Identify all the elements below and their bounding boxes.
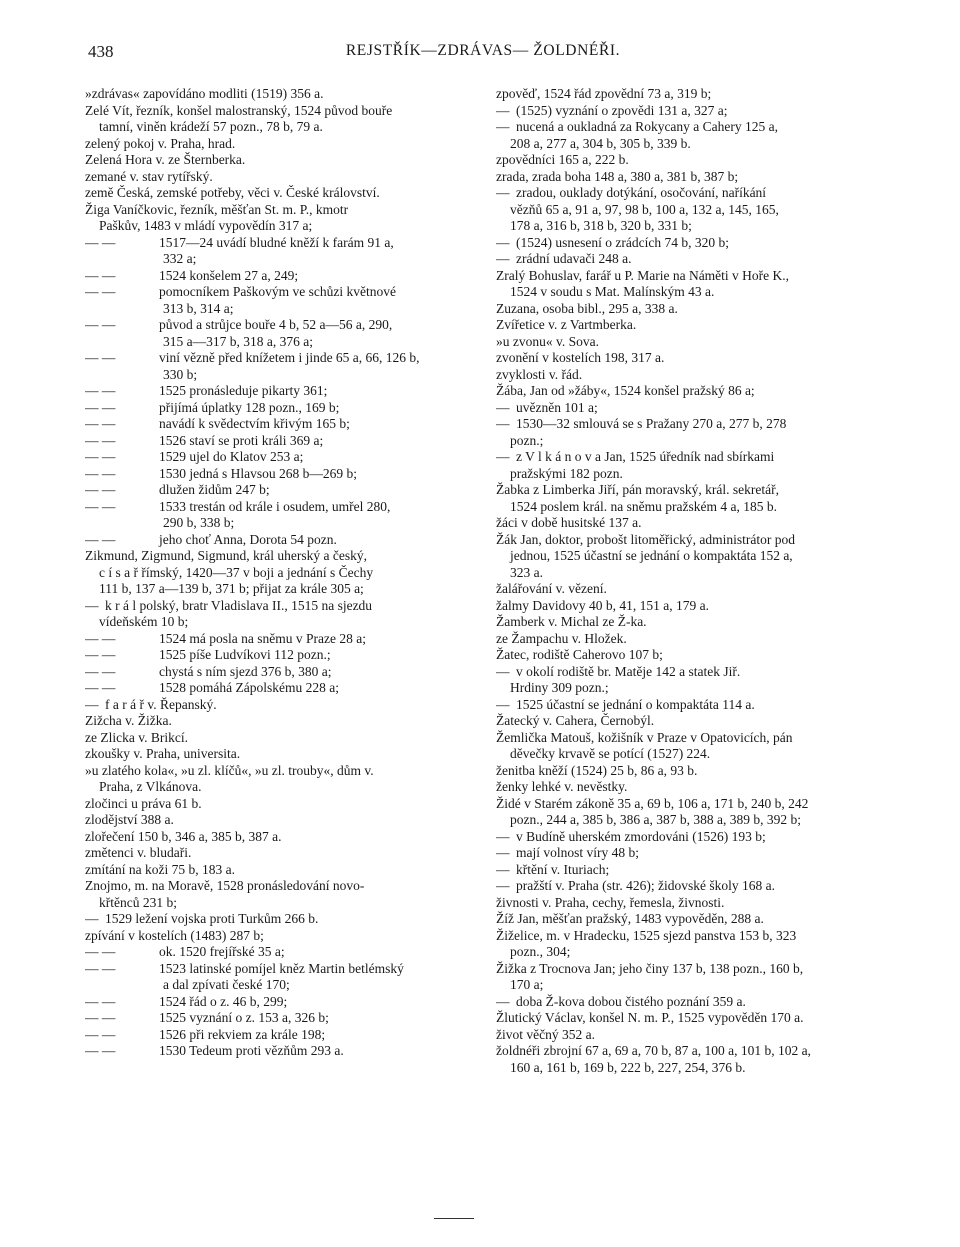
index-entry — [85, 103, 480, 120]
index-entry-text: žoldnéři zbrojní 67 a, 69 a, 70 b, 87 a, 100 a, 101 b, 102 a, — [496, 1043, 811, 1058]
index-entry-text: jednou, 1525 účastní se jednání o kompaktáta 152 a, — [510, 548, 793, 563]
index-entry — [85, 202, 480, 219]
index-entry-text: vídeňském 10 b; — [99, 614, 189, 629]
index-entry — [85, 812, 480, 829]
index-entry-text: doba Ž-kova dobou čistého poznání 359 a. — [516, 993, 746, 1009]
index-entry — [496, 1060, 894, 1077]
index-entry — [85, 317, 480, 334]
dash-leader: — — — [85, 482, 116, 497]
index-entry — [496, 86, 894, 103]
index-entry — [85, 878, 480, 895]
index-entry — [496, 433, 894, 450]
index-entry — [85, 796, 480, 813]
index-entry — [496, 136, 894, 153]
dash-leader: — — [496, 234, 510, 250]
index-entry-text: zpověď, 1524 řád zpovědní 73 a, 319 b; — [496, 86, 712, 101]
dash-leader: — — — [85, 630, 116, 646]
index-entry — [496, 779, 894, 796]
index-entry — [496, 944, 894, 961]
index-entry — [496, 763, 894, 780]
index-entry — [496, 532, 894, 549]
index-entry — [496, 301, 894, 318]
index-entry-text: v okolí rodiště br. Matěje 142 a statek Jiř. — [516, 663, 741, 679]
index-entry-text: viní vězně před knížetem i jinde 65 a, 66, 126 b, — [159, 350, 420, 365]
index-entry — [496, 862, 894, 879]
index-entry — [496, 334, 894, 351]
index-entry-text: 1530—32 smlouvá se s Pražany 270 a, 277 b, 278 — [516, 416, 787, 431]
index-entry-text: 1524 má posla na sněmu v Praze 28 a; — [159, 630, 366, 646]
index-entry-text: ze Zlicka v. Brikcí. — [85, 729, 188, 745]
dash-leader: — — — [85, 234, 116, 250]
index-entry — [85, 779, 480, 796]
dash-leader: — — [496, 102, 510, 118]
dash-leader: — — — [85, 1043, 116, 1058]
index-entry-text: »zdrávas« zapovídáno modliti (1519) 356 a. — [85, 86, 324, 101]
index-entry — [496, 1027, 894, 1044]
index-entry-text: 1526 staví se proti králi 369 a; — [159, 432, 324, 448]
index-entry-text: 1524 řád o z. 46 b, 299; — [159, 993, 288, 1009]
dash-leader: — — [496, 185, 510, 200]
index-entry-text: Zvířetice v. z Vartmberka. — [496, 317, 637, 332]
index-entry-text: zrada, zrada boha 148 a, 380 a, 381 b, 387 b; — [496, 168, 739, 184]
index-entry-text: pražští v. Praha (str. 426); židovské školy 168 a. — [516, 878, 775, 893]
dash-leader: — — — [85, 350, 116, 365]
index-entry-text: 1523 latinské pomíjel kněz Martin betlémský — [159, 960, 404, 976]
dash-leader: — — — [85, 317, 116, 332]
index-entry — [496, 103, 894, 120]
index-entry-text: Zelé Vít, řezník, konšel malostranský, 1524 původ bouře — [85, 102, 393, 118]
index-entry-text: vězňů 65 a, 91 a, 97, 98 b, 100 a, 132 a, 145, 165, — [510, 201, 779, 217]
index-entry-text: křtění v. Ituriach; — [516, 861, 610, 877]
index-entry — [496, 598, 894, 615]
index-entry — [85, 284, 480, 301]
index-entry — [85, 499, 480, 516]
index-entry — [85, 647, 480, 664]
index-entry — [496, 581, 894, 598]
index-entry — [85, 119, 480, 136]
index-entry-text: zemané v. stav rytířský. — [85, 168, 213, 184]
index-entry — [85, 86, 480, 103]
index-entry — [85, 218, 480, 235]
index-entry-text: pozn.; — [510, 432, 544, 448]
dash-leader: — — — [85, 498, 116, 514]
dash-leader: — — [496, 119, 510, 134]
index-entry — [85, 598, 480, 615]
index-entry-text: 1517—24 uvádí bludné kněží k farám 91 a, — [159, 234, 394, 250]
index-entry-text: 315 a—317 b, 318 a, 376 a; — [163, 333, 313, 349]
index-entry-text: Zelená Hora v. ze Šternberka. — [85, 152, 246, 167]
index-entry — [496, 961, 894, 978]
running-title: REJSTŘÍK—ZDRÁVAS— ŽOLDNÉŘI. — [345, 42, 621, 59]
index-entry — [85, 169, 480, 186]
index-entry — [496, 218, 894, 235]
index-entry — [496, 449, 894, 466]
page-header — [88, 42, 878, 64]
index-entry — [85, 565, 480, 582]
index-entry-text: navádí k svědectvím křivým 165 b; — [159, 416, 350, 431]
dash-leader: — — — [85, 680, 116, 695]
dash-leader: — — — [85, 432, 116, 448]
index-entry-text: změtenci v. bludaři. — [85, 845, 192, 860]
index-entry — [496, 796, 894, 813]
index-entry-text: 170 a; — [510, 977, 544, 992]
index-entry — [85, 994, 480, 1011]
index-entry — [496, 614, 894, 631]
index-entry — [85, 367, 480, 384]
index-entry — [85, 152, 480, 169]
dash-leader: — — [496, 845, 510, 860]
index-entry-text: Žiga Vaníčkovic, řezník, měšťan St. m. P., kmotr — [85, 201, 349, 217]
index-entry-text: 332 a; — [163, 251, 197, 266]
index-entry-text: křtěnců 231 b; — [99, 894, 177, 910]
index-entry — [85, 515, 480, 532]
index-entry-text: zradou, ouklady dotýkání, osočování, naříkání — [516, 185, 767, 200]
index-entry — [496, 416, 894, 433]
index-entry — [496, 730, 894, 747]
index-entry-text: z V l k á n o v a Jan, 1525 úředník nad sbírkami — [516, 449, 775, 464]
index-entry — [85, 136, 480, 153]
index-column-right — [496, 86, 894, 1076]
index-entry-text: Žák Jan, doktor, probošt litoměřický, administrátor pod — [496, 531, 796, 547]
index-entry-text: 208 a, 277 a, 304 b, 305 b, 339 b. — [510, 135, 691, 151]
dash-leader: — — [496, 399, 510, 415]
index-entry-text: země Česká, zemské potřeby, věci v. České království. — [85, 185, 380, 200]
index-entry-text: přijímá úplatky 128 pozn., 169 b; — [159, 399, 340, 415]
index-entry-text: Židé v Starém zákoně 35 a, 69 b, 106 a, 171 b, 240 b, 242 — [496, 795, 809, 811]
index-entry-text: (1524) usnesení o zrádcích 74 b, 320 b; — [516, 234, 729, 250]
index-entry — [496, 251, 894, 268]
index-entry — [496, 202, 894, 219]
index-entry-text: zpívání v kostelích (1483) 287 b; — [85, 927, 264, 943]
index-entry-text: 1525 účastní se jednání o kompaktáta 114 a. — [516, 696, 755, 712]
index-entry-text: zrádní udavači 248 a. — [516, 251, 632, 266]
index-entry — [85, 251, 480, 268]
index-entry-text: Zižcha v. Žižka. — [85, 713, 172, 728]
index-entry — [496, 911, 894, 928]
index-entry-text: Zikmund, Zigmund, Sigmund, král uherský a český, — [85, 548, 367, 563]
index-entry — [496, 169, 894, 186]
index-entry-text: 1524 konšelem 27 a, 249; — [159, 267, 299, 283]
index-entry — [85, 581, 480, 598]
index-entry-text: zvyklosti v. řád. — [496, 366, 583, 382]
index-entry — [85, 334, 480, 351]
index-entry-text: Žába, Jan od »žáby«, 1524 konšel pražský 86 a; — [496, 383, 755, 398]
index-entry-text: zločinci u práva 61 b. — [85, 795, 202, 811]
dash-leader: — — — [85, 1026, 116, 1042]
index-entry-text: 1530 Tedeum proti vězňům 293 a. — [159, 1043, 344, 1058]
index-entry-text: zvonění v kostelích 198, 317 a. — [496, 350, 665, 365]
index-entry-text: mají volnost víry 48 b; — [516, 845, 639, 860]
index-entry-text: 1525 pronásleduje pikarty 361; — [159, 383, 328, 398]
index-entry-text: zlořečení 150 b, 346 a, 385 b, 387 a. — [85, 828, 282, 844]
index-entry — [496, 152, 894, 169]
index-entry-text: ženky lehké v. nevěstky. — [496, 779, 628, 794]
dash-leader: — — [496, 696, 510, 712]
dash-leader: — — [496, 416, 510, 431]
dash-leader: — — [85, 696, 99, 712]
index-entry — [496, 185, 894, 202]
index-entry-text: Žabka z Limberka Jiří, pán moravský, král. sekretář, — [496, 482, 780, 497]
index-entry-text: život věčný 352 a. — [496, 1026, 595, 1042]
index-entry-text: chystá s ním sjezd 376 b, 380 a; — [159, 663, 332, 679]
dash-leader: — — — [85, 416, 116, 431]
index-entry — [85, 680, 480, 697]
index-entry — [496, 284, 894, 301]
index-entry-text: Žatec, rodiště Caherovo 107 b; — [496, 647, 663, 662]
dash-leader: — — — [85, 383, 116, 398]
index-entry-text: pomocníkem Paškovým ve schůzi květnové — [159, 284, 396, 299]
index-entry-text: živnosti v. Praha, cechy, řemesla, živnosti. — [496, 894, 725, 910]
index-entry — [496, 845, 894, 862]
index-entry-text: tamní, viněn krádeží 57 pozn., 78 b, 79 a. — [99, 119, 323, 134]
index-entry-text: 1533 trestán od krále i osudem, umřel 280, — [159, 498, 391, 514]
index-entry — [496, 565, 894, 582]
index-entry-text: Hrdiny 309 pozn.; — [510, 680, 609, 695]
index-entry — [496, 548, 894, 565]
index-entry — [496, 119, 894, 136]
index-entry-text: zlodějství 388 a. — [85, 812, 174, 827]
index-entry — [85, 977, 480, 994]
index-entry — [496, 350, 894, 367]
index-entry — [85, 664, 480, 681]
index-entry — [85, 614, 480, 631]
dash-leader: — — [85, 911, 99, 926]
index-entry — [496, 829, 894, 846]
index-entry — [85, 1010, 480, 1027]
index-entry-text: Zralý Bohuslav, farář u P. Marie na Náměti v Hoře K., — [496, 267, 790, 283]
index-entry-text: 313 b, 314 a; — [163, 300, 234, 316]
index-entry-text: 330 b; — [163, 366, 198, 382]
index-entry — [85, 730, 480, 747]
index-entry — [496, 878, 894, 895]
index-entry — [496, 466, 894, 483]
index-entry-text: zkoušky v. Praha, universita. — [85, 746, 241, 761]
index-entry — [85, 449, 480, 466]
index-entry — [85, 911, 480, 928]
index-entry-text: 1524 poslem král. na sněmu pražském 4 a, 185 b. — [510, 498, 777, 514]
index-entry — [85, 1027, 480, 1044]
index-entry-text: 323 a. — [510, 564, 543, 580]
dash-leader: — — — [85, 960, 116, 976]
index-entry — [496, 664, 894, 681]
index-entry-text: »u zlatého kola«, »u zl. klíčů«, »u zl. trouby«, dům v. — [85, 762, 374, 778]
index-entry — [496, 482, 894, 499]
index-entry — [85, 532, 480, 549]
dash-leader: — — [496, 251, 510, 266]
index-entry-text: pozn., 244 a, 385 b, 386 a, 387 b, 388 a, 389 b, 392 b; — [510, 812, 801, 827]
index-entry — [496, 994, 894, 1011]
index-entry-text: Žíž Jan, měšťan pražský, 1483 vypověděn, 288 a. — [496, 911, 764, 926]
index-entry — [85, 746, 480, 763]
index-entry-text: žalmy Davidovy 40 b, 41, 151 a, 179 a. — [496, 597, 709, 613]
dash-leader: — — — [85, 531, 116, 547]
index-entry — [496, 812, 894, 829]
dash-leader: — — — [85, 944, 116, 959]
index-entry-text: zpovědníci 165 a, 222 b. — [496, 152, 629, 167]
dash-leader: — — [496, 828, 510, 844]
index-entry — [496, 1043, 894, 1060]
dash-leader: — — [85, 597, 99, 613]
index-entry — [85, 961, 480, 978]
index-entry — [85, 433, 480, 450]
index-entry-text: jeho choť Anna, Dorota 54 pozn. — [159, 531, 337, 547]
index-entry — [496, 268, 894, 285]
index-entry — [85, 1043, 480, 1060]
dash-leader: — — — [85, 399, 116, 415]
index-entry — [496, 746, 894, 763]
index-entry-text: nucená a oukladná za Rokycany a Cahery 125 a, — [516, 119, 779, 134]
index-entry-text: Žamberk v. Michal ze Ž-ka. — [496, 614, 647, 629]
dash-leader: — — [496, 861, 510, 877]
index-entry — [85, 400, 480, 417]
dash-leader: — — [496, 449, 510, 464]
index-entry-text: c í s a ř římský, 1420—37 v boji a jednání s Čechy — [99, 564, 374, 580]
index-entry-text: Žižka z Trocnova Jan; jeho činy 137 b, 138 pozn., 160 b, — [496, 960, 804, 976]
index-entry-text: f a r á ř v. Řepanský. — [105, 696, 217, 712]
index-entry — [496, 895, 894, 912]
dash-leader: — — — [85, 284, 116, 299]
index-entry-text: 111 b, 137 a—139 b, 371 b; přijat za krále 305 a; — [99, 581, 364, 596]
index-entry-text: ze Žampachu v. Hložek. — [496, 630, 627, 646]
index-entry — [496, 400, 894, 417]
index-entry-text: ženitba kněží (1524) 25 b, 86 a, 93 b. — [496, 762, 698, 778]
footer-rule — [434, 1218, 474, 1219]
dash-leader: — — — [85, 647, 116, 662]
index-entry — [85, 713, 480, 730]
index-entry-text: a dal zpívati české 170; — [163, 977, 290, 992]
index-entry-text: 160 a, 161 b, 169 b, 222 b, 227, 254, 376 b. — [510, 1059, 746, 1075]
index-entry-text: »u zvonu« v. Sova. — [496, 333, 599, 349]
index-entry — [496, 383, 894, 400]
dash-leader: — — [496, 878, 510, 893]
dash-leader: — — — [85, 663, 116, 679]
index-entry-text: Paškův, 1483 v mládí vypovědín 317 a; — [99, 218, 313, 233]
index-entry-text: 1529 ležení vojska proti Turkům 266 b. — [105, 911, 319, 926]
index-entry — [85, 235, 480, 252]
index-column-left — [85, 86, 480, 1060]
index-entry-text: žalářování v. vězení. — [496, 581, 607, 596]
index-entry-text: 178 a, 316 b, 318 b, 320 b, 331 b; — [510, 218, 692, 233]
index-entry — [85, 416, 480, 433]
index-entry — [496, 977, 894, 994]
index-entry-text: Praha, z Vlkánova. — [99, 779, 202, 794]
index-entry — [85, 895, 480, 912]
index-entry — [85, 944, 480, 961]
index-entry — [85, 845, 480, 862]
index-entry — [85, 829, 480, 846]
index-entry-text: (1525) vyznání o zpovědi 131 a, 327 a; — [516, 102, 728, 118]
index-entry-text: 1525 vyznání o z. 153 a, 326 b; — [159, 1010, 329, 1025]
index-entry-text: žáci v době husitské 137 a. — [496, 515, 642, 530]
index-entry — [85, 548, 480, 565]
index-entry — [85, 185, 480, 202]
index-entry-text: Žatecký v. Cahera, Černobýl. — [496, 713, 655, 728]
index-entry-text: zmítání na koži 75 b, 183 a. — [85, 861, 235, 877]
dash-leader: — — — [85, 993, 116, 1009]
index-entry — [85, 466, 480, 483]
index-entry — [496, 1010, 894, 1027]
index-entry — [496, 697, 894, 714]
index-entry-text: Znojmo, m. na Moravě, 1528 pronásledování novo- — [85, 878, 365, 893]
index-entry-text: ok. 1520 frejířské 35 a; — [159, 944, 285, 959]
index-entry — [496, 631, 894, 648]
page-number: 438 — [88, 42, 114, 61]
dash-leader: — — — [85, 449, 116, 464]
index-entry — [85, 482, 480, 499]
index-entry-text: dlužen židům 247 b; — [159, 482, 270, 497]
index-entry-text: 1529 ujel do Klatov 253 a; — [159, 449, 304, 464]
index-entry-text: děvečky krvavě se potící (1527) 224. — [510, 746, 711, 761]
dash-leader: — — [496, 663, 510, 679]
index-entry — [496, 367, 894, 384]
index-entry — [496, 499, 894, 516]
index-entry-text: 1526 při rekviem za krále 198; — [159, 1026, 326, 1042]
index-entry — [496, 928, 894, 945]
index-entry-text: Žemlička Matouš, kožišník v Praze v Opatovicích, pán — [496, 729, 793, 745]
index-entry-text: 1528 pomáhá Zápolskému 228 a; — [159, 680, 339, 695]
index-entry-text: Zuzana, osoba bibl., 295 a, 338 a. — [496, 300, 678, 316]
index-entry — [496, 647, 894, 664]
index-entry-text: uvězněn 101 a; — [516, 399, 598, 415]
index-entry — [85, 697, 480, 714]
index-entry-text: pozn., 304; — [510, 944, 571, 959]
index-entry — [85, 763, 480, 780]
dash-leader: — — — [85, 267, 116, 283]
index-entry — [85, 383, 480, 400]
index-entry — [85, 301, 480, 318]
index-entry — [496, 515, 894, 532]
index-entry-text: k r á l polský, bratr Vladislava II., 1515 na sjezdu — [105, 597, 373, 613]
dash-leader: — — — [85, 465, 116, 481]
index-entry — [85, 350, 480, 367]
index-entry-text: 1530 jedná s Hlavsou 268 b—269 b; — [159, 465, 357, 481]
dash-leader: — — — [85, 1010, 116, 1025]
index-entry-text: Žlutický Václav, konšel N. m. P., 1525 vypověděn 170 a. — [496, 1010, 804, 1025]
index-entry-text: zelený pokoj v. Praha, hrad. — [85, 135, 236, 151]
index-entry-text: v Budíně uherském zmordováni (1526) 193 b; — [516, 828, 766, 844]
index-entry-text: 290 b, 338 b; — [163, 515, 235, 530]
index-entry-text: Žiželice, m. v Hradecku, 1525 sjezd panstva 153 b, 323 — [496, 927, 797, 943]
index-entry — [85, 862, 480, 879]
index-entry — [496, 317, 894, 334]
index-entry-text: původ a strůjce bouře 4 b, 52 a—56 a, 290, — [159, 317, 393, 332]
index-entry-text: 1524 v soudu s Mat. Malínským 43 a. — [510, 284, 715, 299]
index-entry — [85, 268, 480, 285]
index-entry — [496, 235, 894, 252]
index-entry — [496, 713, 894, 730]
index-entry — [85, 631, 480, 648]
index-entry — [85, 928, 480, 945]
index-entry-text: 1525 píše Ludvíkovi 112 pozn.; — [159, 647, 331, 662]
index-entry-text: pražskými 182 pozn. — [510, 465, 623, 481]
index-entry — [496, 680, 894, 697]
dash-leader: — — [496, 993, 510, 1009]
